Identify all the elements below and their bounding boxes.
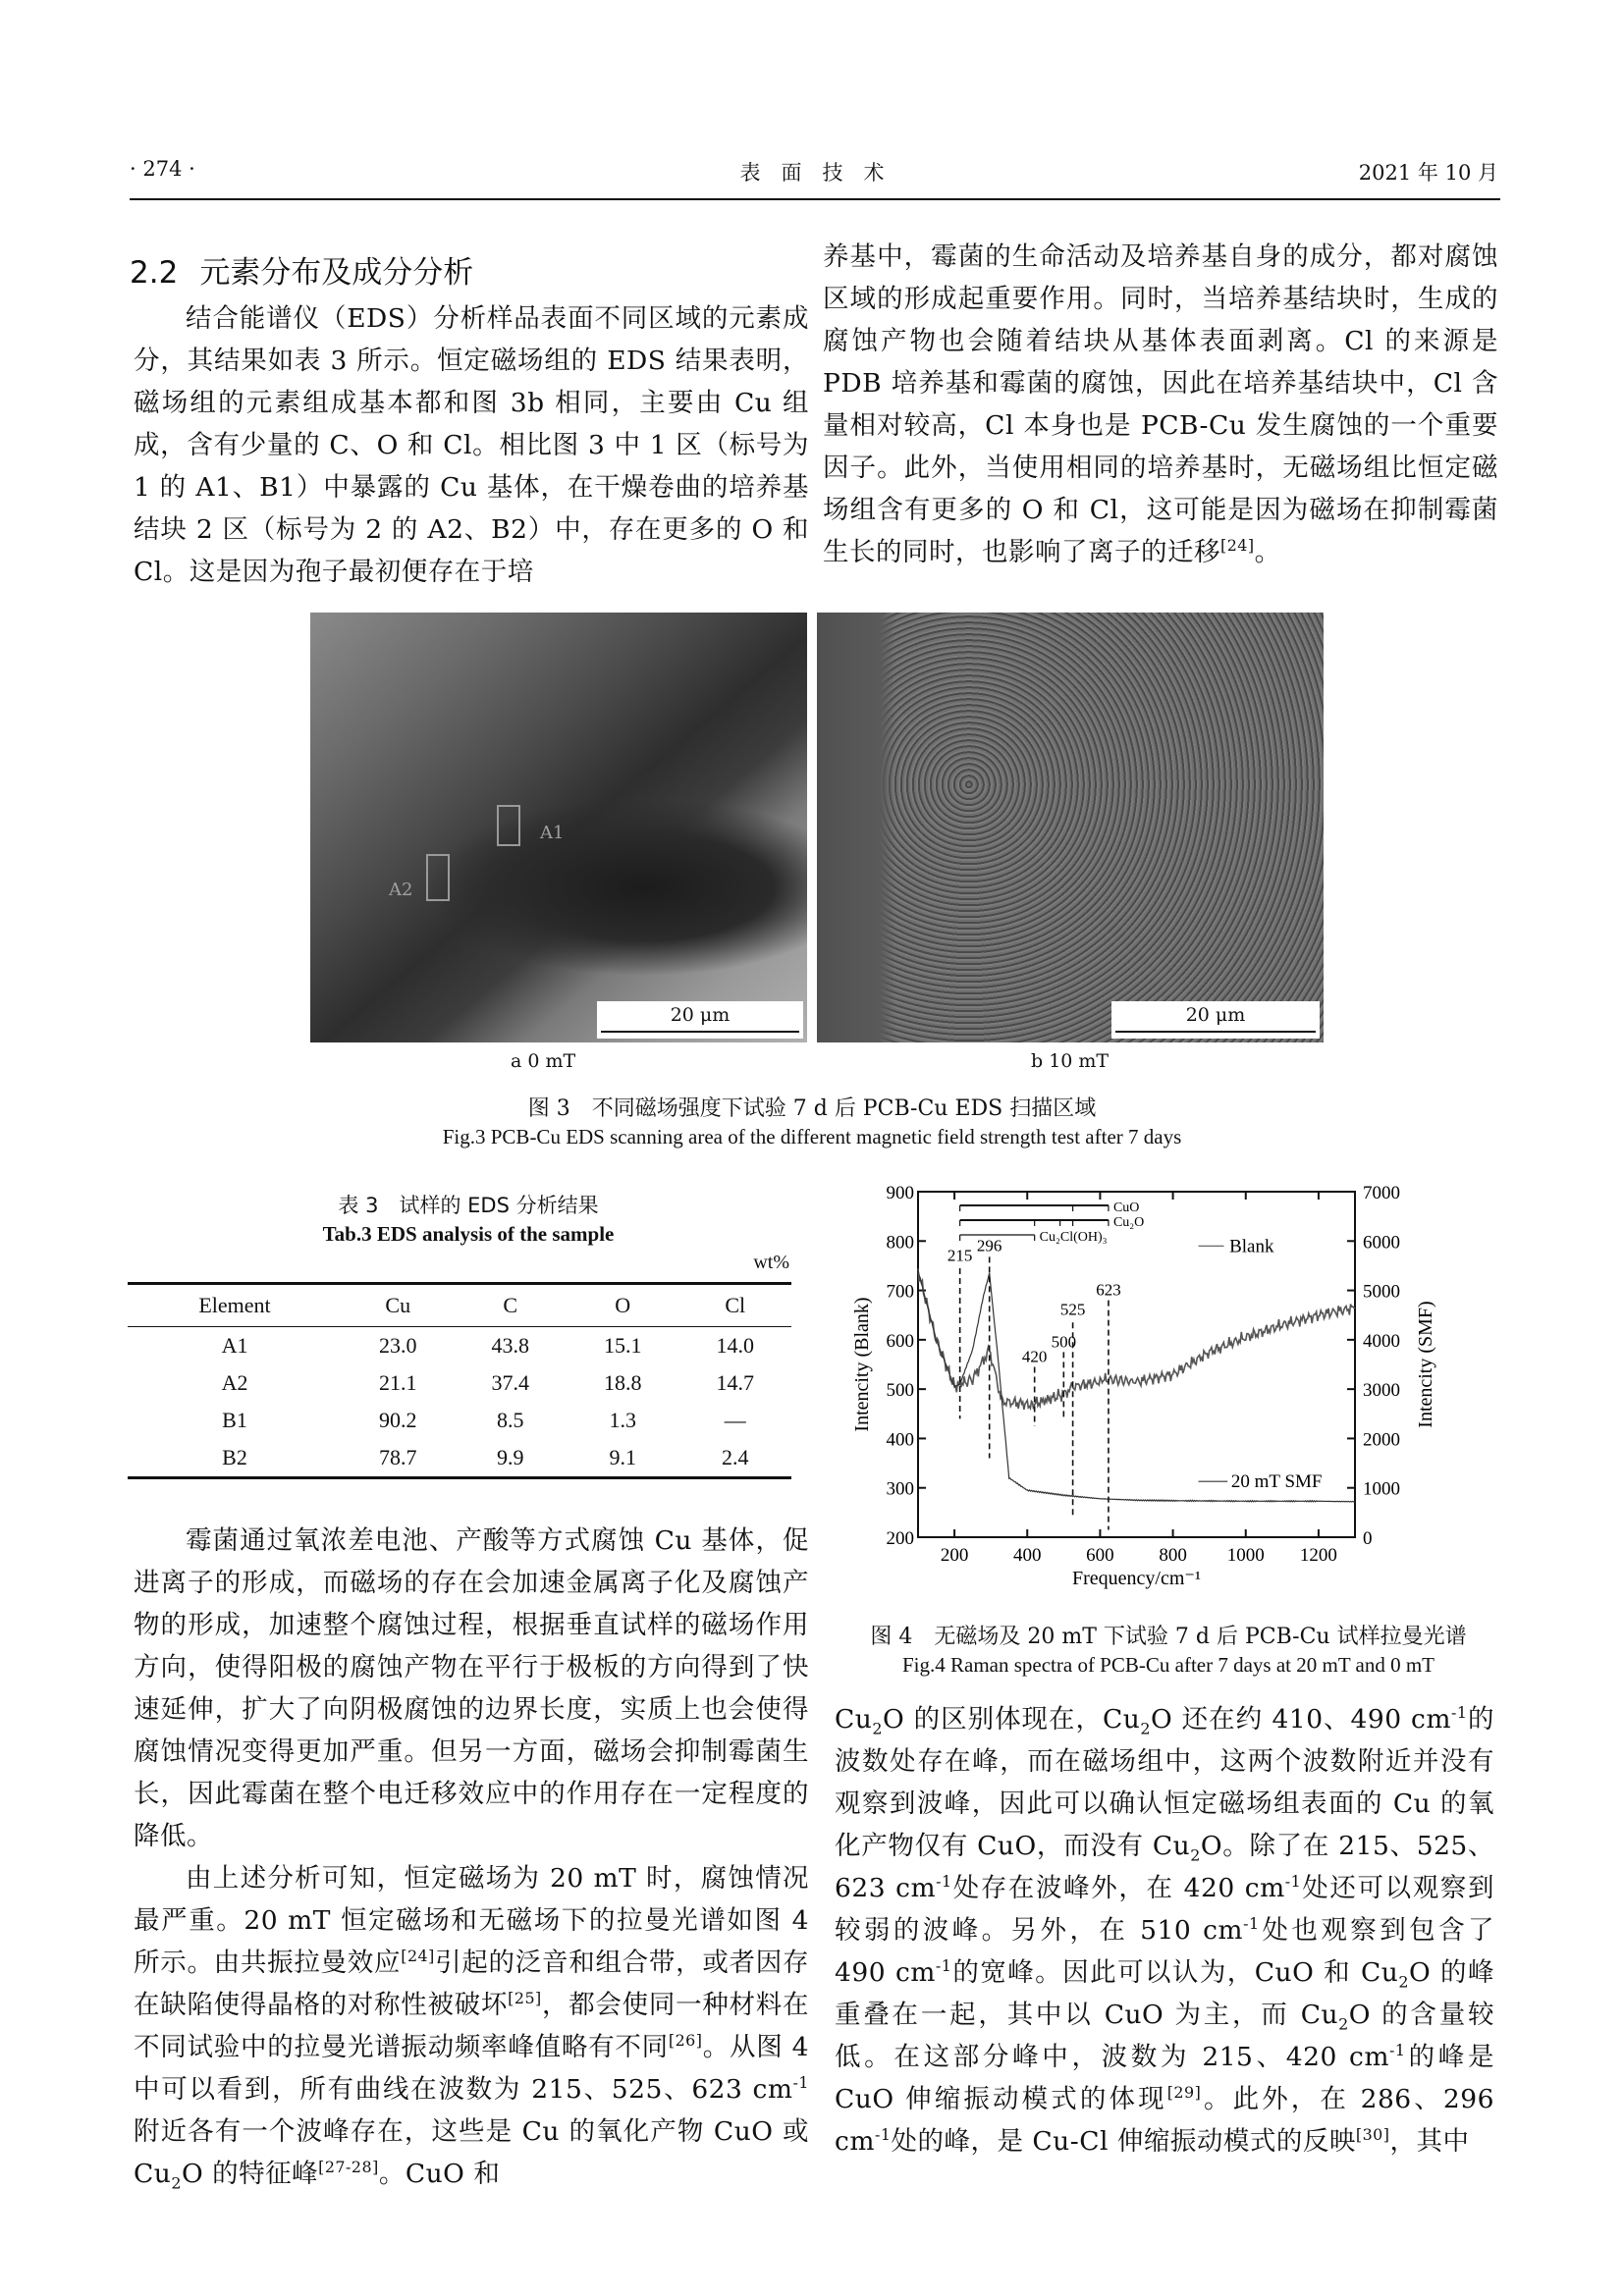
subfigure-label-b: b 10 mT <box>1031 1050 1110 1072</box>
roi-box-a1 <box>497 805 520 846</box>
roi-box-a2 <box>426 854 450 901</box>
y-tick-label: 900 <box>886 1183 914 1203</box>
paragraph: 由上述分析可知，恒定磁场为 20 mT 时，腐蚀情况最严重。20 mT 恒定磁场和无磁场下的拉曼光谱如图 4 所示。由共振拉曼效应[24]引起的泛音和组合带，或者因存在缺陷使得晶格的对称性被破坏[25]，都会使同一种材料在不同试验中的拉曼光谱振动频率峰值略有不同[26]。从图 4 中可以看到，所有曲线在波数为 215、525、623 $cm^{-1}$附近各有一个波峰存在，这些是 Cu 的氧化产物 CuO 或 $Cu_2O$ 的特征峰[27-28]。CuO 和 <box>134 1863 810 2193</box>
citation[interactable]: [27-28] <box>318 2158 379 2177</box>
table-row: A2 21.1 37.4 18.8 14.7 <box>221 1370 754 1395</box>
table-header-row: Element Cu C O Cl <box>128 1284 791 1327</box>
scale-bar: 20 μm <box>1111 1001 1320 1039</box>
roi-label-a1: A1 <box>540 823 565 843</box>
table-caption-en: Tab.3 EDS analysis of the sample <box>322 1222 615 1246</box>
x-tick-label: 200 <box>940 1545 969 1566</box>
y-tick-label: 200 <box>886 1528 914 1549</box>
y2-tick-label: 0 <box>1363 1528 1373 1549</box>
y2-tick-label: 6000 <box>1363 1232 1400 1254</box>
series-0 <box>918 1269 1355 1411</box>
raman-chart <box>844 1178 1512 1590</box>
x-axis-label: Frequency/cm⁻¹ <box>1072 1568 1201 1589</box>
journal-title: 表 面 技 术 <box>739 161 885 185</box>
paragraph: 霉菌通过氧浓差电池、产酸等方式腐蚀 Cu 基体，促进离子的形成，而磁场的存在会加速金属离子化及腐蚀产物的形成，加速整个腐蚀过程，根据垂直试样的磁场作用方向，使得阳极的腐蚀产物在平行于极板的方向得到了快速延伸，扩大了向阴极腐蚀的边界长度，实质上也会使得腐蚀情况变得更加严重。但另一方面，磁场会抑制霉菌生长，因此霉菌在整个电迁移效应中的作用存在一定程度的降低。 <box>134 1525 809 1851</box>
y-tick-label: 400 <box>886 1429 914 1451</box>
figure4-caption-en: Fig.4 Raman spectra of PCB-Cu after 7 days at 20 mT and 0 mT <box>901 1653 1435 1677</box>
series-1 <box>918 1270 1355 1502</box>
right-column-bottom <box>835 1698 1494 2163</box>
sem-image-b <box>817 613 1324 1042</box>
section-number: 2.2 <box>130 255 179 291</box>
peak-label: 296 <box>976 1236 1002 1255</box>
section-title: 元素分布及成分分析 <box>199 255 474 291</box>
y2-tick-label: 7000 <box>1363 1183 1400 1203</box>
bracket-label: Cu₂Cl(OH)₃ <box>1039 1230 1108 1245</box>
bracket-label: CuO <box>1112 1201 1140 1215</box>
right-column-top <box>823 236 1498 573</box>
table-row: B1 90.2 8.5 1.3 — <box>222 1408 746 1432</box>
y-tick-label: 500 <box>886 1380 914 1402</box>
y2-tick-label: 4000 <box>1363 1330 1400 1352</box>
y2-tick-label: 3000 <box>1363 1380 1400 1402</box>
y-tick-label: 700 <box>886 1281 914 1303</box>
sem-image-a <box>310 613 807 1042</box>
raman-chart-svg <box>844 1178 1512 1590</box>
x-tick-label: 400 <box>1013 1545 1042 1566</box>
peak-label: 623 <box>1096 1280 1121 1300</box>
table-unit: wt% <box>753 1252 789 1273</box>
x-tick-label: 1000 <box>1226 1545 1265 1566</box>
section-heading <box>130 247 473 292</box>
y2-tick-label: 1000 <box>1363 1478 1400 1500</box>
peak-label: 500 <box>1051 1332 1077 1352</box>
x-tick-label: 1200 <box>1299 1545 1337 1566</box>
y-tick-label: 800 <box>886 1232 914 1254</box>
peak-label: 215 <box>947 1246 973 1265</box>
y2-tick-label: 2000 <box>1363 1429 1400 1451</box>
figure4-caption-cn: 图 4 无磁场及 20 mT 下试验 7 d 后 PCB-Cu 试样拉曼光谱 <box>870 1625 1467 1649</box>
citation[interactable]: [24] <box>1220 536 1255 556</box>
bracket-label: Cu₂O <box>1112 1215 1145 1230</box>
legend-blank: Blank <box>1229 1236 1274 1257</box>
citation[interactable]: [26] <box>668 2031 703 2051</box>
y2-axis-label: Intencity (SMF) <box>1415 1301 1436 1428</box>
left-column-bottom <box>134 1520 809 2195</box>
eds-table <box>128 1282 791 1479</box>
left-column-top <box>134 297 809 593</box>
y-axis-label: Intencity (Blank) <box>851 1297 873 1432</box>
paragraph: $Cu_2O$ 的区别体现在，$Cu_2O$ 还在约 410、490 $cm^{-1}$的波数处存在峰，而在磁场组中，这两个波数附近并没有观察到波峰，因此可以确认恒定磁场组表面的 Cu 的氧化产物仅有 CuO，而没有 $Cu_2O$。除了在 215、525、623 $cm^{-1}$处存在波峰外，在 420 $cm^{-1}$处还可以观察到较弱的波峰。另外，在 510 $cm^{-1}$处也观察到包含了 490 $cm^{-1}$的宽峰。因此可以认为，CuO 和 $Cu_2O$ 的峰重叠在一起，其中以 CuO 为主，而 $Cu_2O$ 的含量较低。在这部分峰中，波数为 215、420 $cm^{-1}$的峰是 CuO 伸缩振动模式的体现[29]。此外，在 286、296 $cm^{-1}$处的峰，是 Cu-Cl 伸缩振动模式的反映[30]，其中 <box>835 1703 1495 2157</box>
table-caption-cn: 表 3 试样的 EDS 分析结果 <box>338 1194 599 1217</box>
citation[interactable]: [29] <box>1166 2083 1202 2103</box>
table-row: A1 23.0 43.8 15.1 14.0 <box>221 1333 754 1358</box>
issue-date: 2021 年 10 月 <box>1358 161 1498 185</box>
legend-smf: 20 mT SMF <box>1230 1471 1323 1493</box>
scale-bar: 20 μm <box>597 1001 803 1039</box>
figure-caption-cn: 图 3 不同磁场强度下试验 7 d 后 PCB-Cu EDS 扫描区域 <box>527 1096 1097 1121</box>
roi-label-a2: A2 <box>389 880 413 900</box>
citation[interactable]: [24] <box>401 1947 435 1966</box>
x-tick-label: 600 <box>1086 1545 1114 1566</box>
paragraph: 养基中，霉菌的生命活动及培养基自身的成分，都对腐蚀区域的形成起重要作用。同时，当培养基结块时，生成的腐蚀产物也会随着结块从基体表面剥离。Cl 的来源是 PDB 培养基和霉菌的腐蚀，因此在培养基结块中，Cl 含量相对较高，Cl 本身也是 PCB-Cu 发生腐蚀的一个重要因子。此外，当使用相同的培养基时，无磁场组比恒定磁场组含有更多的 O 和 Cl，这可能是因为磁场在抑制霉菌生长的同时，也影响了离子的迁移[24]。 <box>823 241 1498 567</box>
paragraph: 结合能谱仪（EDS）分析样品表面不同区域的元素成分，其结果如表 3 所示。恒定磁场组的 EDS 结果表明，磁场组的元素组成基本都和图 3b 相同，主要由 Cu 组成，含有少量的 C、O 和 Cl。相比图 3 中 1 区（标号为 1 的 A1、B1）中暴露的 Cu 基体，在干燥卷曲的培养基结块 2 区（标号为 2 的 A2、B2）中，存在更多的 O 和 Cl。这是因为孢子最初便存在于培 <box>134 303 809 587</box>
header-rule <box>130 198 1500 200</box>
y2-tick-label: 5000 <box>1363 1281 1400 1303</box>
y-tick-label: 300 <box>886 1478 914 1500</box>
page-number: · 274 · <box>130 157 195 181</box>
peak-label: 525 <box>1059 1300 1086 1319</box>
y-tick-label: 600 <box>886 1330 914 1352</box>
figure-caption-en: Fig.3 PCB-Cu EDS scanning area of the different magnetic field strength test after 7 days <box>442 1125 1182 1148</box>
peak-label: 420 <box>1021 1347 1048 1366</box>
citation[interactable]: [25] <box>508 1989 542 2008</box>
citation[interactable]: [30] <box>1355 2125 1390 2145</box>
subfigure-label-a: a 0 mT <box>511 1050 576 1072</box>
table-row: B2 78.7 9.9 9.1 2.4 <box>128 1439 791 1478</box>
x-tick-label: 800 <box>1159 1545 1187 1566</box>
